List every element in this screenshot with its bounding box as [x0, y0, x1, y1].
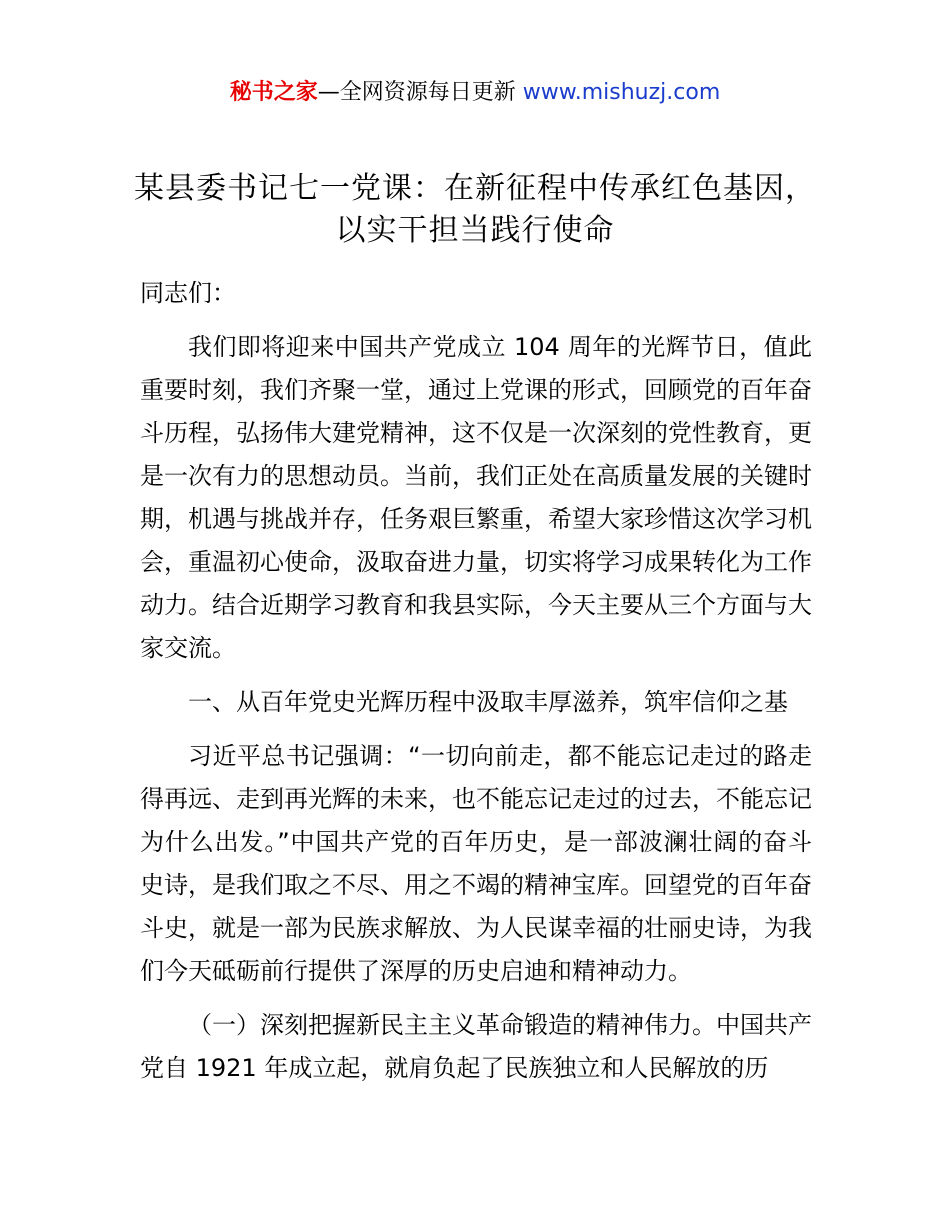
header-tagline: —全网资源每日更新: [317, 80, 523, 105]
section-heading-1: 一、从百年党史光辉历程中汲取丰厚滋养，筑牢信仰之基: [188, 688, 788, 716]
site-header: [0, 78, 950, 108]
paragraph-subsection-1: （一）深刻把握新民主主义革命锻造的精神伟力。中国共产党自 1921 年成立起，就肩负起了民族独立和人民解放的历: [140, 1011, 812, 1082]
greeting: 同志们：: [140, 279, 236, 307]
document-body: [140, 272, 812, 1101]
document-title: 某县委书记七一党课：在新征程中传承红色基因，以实干担当践行使命: [134, 171, 816, 248]
brand-name: 秘书之家: [229, 80, 318, 105]
site-url-link[interactable]: www.mishuzj.com: [522, 80, 721, 105]
paragraph-section-1: 习近平总书记强调：“一切向前走，都不能忘记走过的路走得再远、走到再光辉的未来，也不能忘记走过的过去，不能忘记为什么出发。”中国共产党的百年历史，是一部波澜壮阔的奋斗史诗，是我们取之不尽、用之不竭的精神宝库。回望党的百年奋斗史，就是一部为民族求解放、为人民谋幸福的壮丽史诗，为我们今天砥砺前行提供了深厚的历史启迪和精神动力。: [140, 742, 812, 985]
paragraph-intro: 我们即将迎来中国共产党成立 104 周年的光辉节日，值此重要时刻，我们齐聚一堂，通过上党课的形式，回顾党的百年奋斗历程，弘扬伟大建党精神，这不仅是一次深刻的党性教育，更是一次有力的思想动员。当前，我们正处在高质量发展的关键时期，机遇与挑战并存，任务艰巨繁重，希望大家珍惜这次学习机会，重温初心使命，汲取奋进力量，切实将学习成果转化为工作动力。结合近期学习教育和我县实际，今天主要从三个方面与大家交流。: [140, 333, 812, 662]
